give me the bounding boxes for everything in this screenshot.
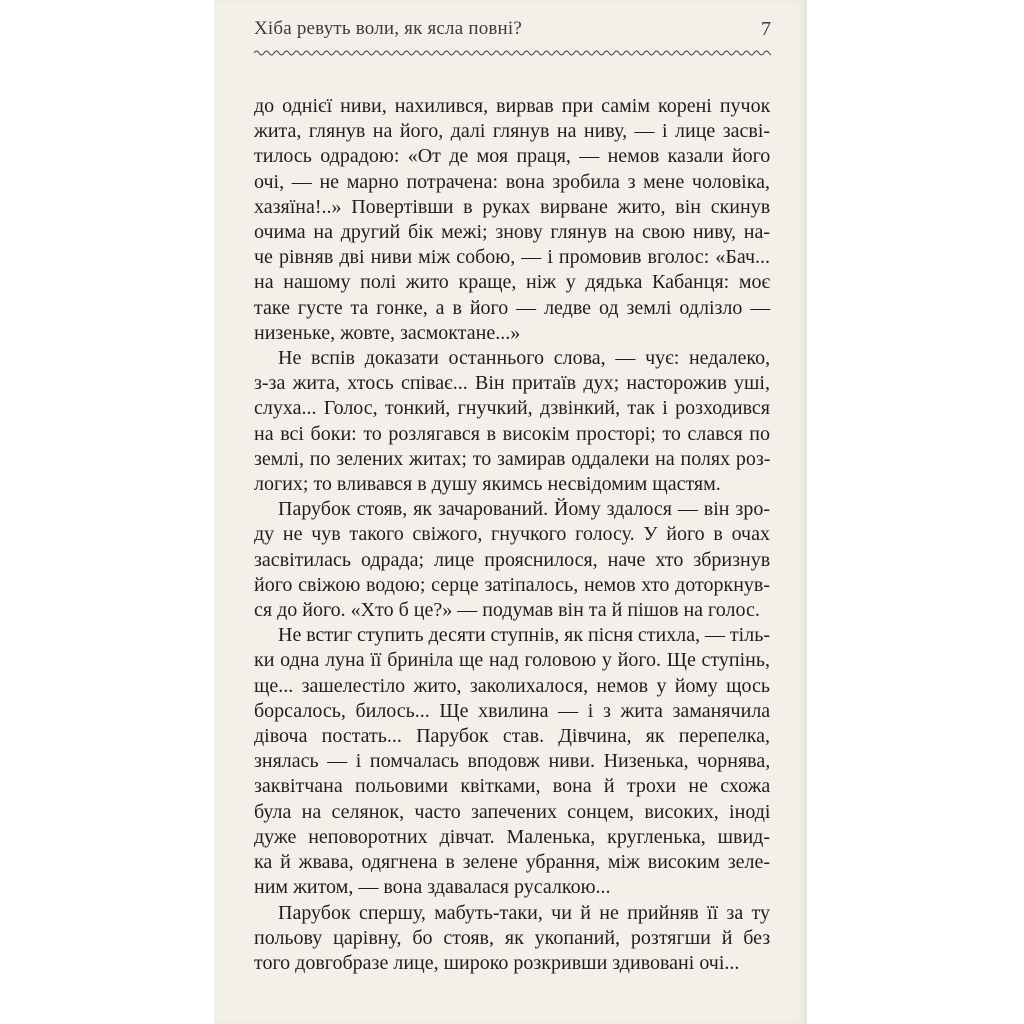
text-line: ще... зашелестіло жито, заколихалося, немов у йому щось — [254, 674, 770, 697]
text-line: тилось одрадою: «От де моя праця, — немов казали його — [254, 145, 771, 168]
text-line: логих; то вливався в душу якимсь несвідомим щастям. — [254, 473, 721, 496]
text-line: очима на другий бік межі; знову глянув на свою ниву, на- — [254, 221, 770, 244]
text-line: того довгобразе лице, широко розкривши здивовані очі... — [254, 951, 740, 974]
paragraph — [254, 346, 770, 497]
text-line: на нашому полі жито краще, ніж у дядька Кабанця: моє — [254, 271, 771, 294]
text-line: слуха... Голос, тонкий, гнучкий, дзвінкий, так і розходився — [254, 397, 770, 420]
text-line: борсалось, билось... Ще хвилина — і з жита заманячила — [254, 699, 771, 722]
text-line: землі, по зелених житах; то замирав оддалеки на полях роз- — [254, 447, 771, 470]
body-text — [254, 94, 770, 976]
text-line: заквітчана польовими квітками, вона й трохи не схожа — [254, 775, 771, 798]
text-line: жита, глянув на його, далі глянув на ниву, — і лице засві- — [254, 120, 771, 143]
text-line: ду не чув такого свіжого, гнучкого голосу. У його в очах — [254, 523, 770, 546]
text-line: з-за жита, хтось співає... Він притаїв дух; насторожив уші, — [254, 372, 770, 395]
text-line: Парубок спершу, мабуть-таки, чи й не прийняв її за ту — [278, 901, 771, 924]
text-line: Парубок стояв, як зачарований. Йому здалося — він зро- — [278, 498, 770, 521]
text-line: ним житом, — вона здавалася русалкою... — [254, 876, 611, 899]
text-line: польову царівну, бо стояв, як укопаний, розтягши й без — [254, 926, 771, 949]
text-line: дуже неповоротних дівчат. Маленька, кругленька, швид- — [254, 825, 770, 848]
wavy-divider — [254, 48, 771, 58]
text-line: ки одна луна її бриніла ще над головою у його. Ще ступінь, — [254, 649, 770, 672]
text-line: Не встиг ступить десяти ступнів, як пісня стихла, — тіль- — [278, 624, 770, 647]
text-line: на всі боки: то розлягався в високім просторі; то слався по — [254, 422, 770, 445]
text-line: була на селянок, часто запечених сонцем, високих, іноді — [254, 800, 771, 823]
paragraph — [254, 94, 770, 346]
text-line: до однієї ниви, нахилився, вирвав при самім корені пучок — [254, 95, 771, 117]
text-line: дівоча постать... Парубок став. Дівчина, як перепелка, — [254, 725, 771, 748]
text-line: ся до його. «Хто б це?» — подумав він та й пішов на голос. — [254, 599, 760, 622]
paragraph — [254, 497, 770, 623]
text-line: че рівняв дві ниви між собою, — і промовив вголос: «Бач... — [254, 246, 770, 269]
text-line: таке густе та гонке, а в його — ледве од землі одлізло — — [254, 296, 771, 319]
page-number: 7 — [761, 18, 771, 40]
running-title: Хіба ревуть воли, як ясла повні? — [254, 18, 523, 39]
paragraph — [254, 901, 770, 977]
text-line: знялась — і помчалась вподовж ниви. Низенька, чорнява, — [254, 750, 771, 773]
text-line: низеньке, жовте, засмоктане...» — [254, 321, 521, 344]
paragraph — [254, 623, 770, 900]
book-page — [214, 0, 807, 1024]
text-line: Не вспів доказати останнього слова, — чує: недалеко, — [278, 347, 771, 370]
text-line: його свіжою водою; серце затіпалось, немов хто доторкнув- — [254, 573, 770, 596]
running-header — [254, 18, 771, 48]
text-line: ка й жвава, одягнена в зелене убрання, між високим зеле- — [254, 851, 770, 874]
text-line: засвітилась одрада; лице прояснилося, наче хто збризнув — [254, 548, 771, 571]
text-line: хазяїна!..» Повертівши в руках вирване жито, він скинув — [254, 195, 771, 218]
text-line: очі, — не марно потрачена: вона зробила з мене чоловіка, — [254, 170, 770, 193]
